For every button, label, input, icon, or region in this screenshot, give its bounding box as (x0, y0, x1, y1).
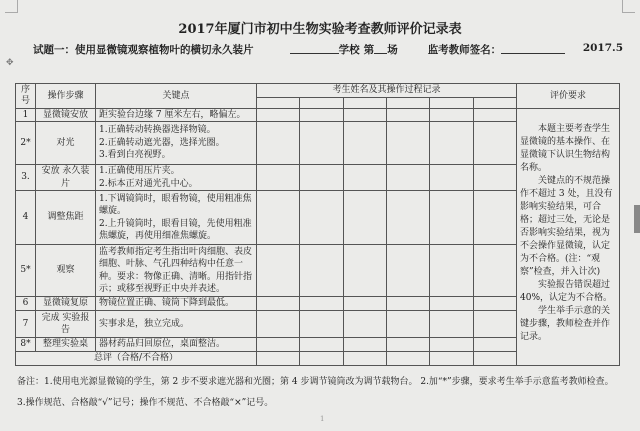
record-cell[interactable] (300, 122, 343, 165)
school-label: 学校 (338, 44, 360, 56)
row-key (96, 311, 257, 338)
row-key (96, 165, 257, 191)
requirement: 实验报告错误超过40%，认定为不合格。 (520, 279, 613, 303)
session-label-end: 场 (387, 44, 398, 56)
table-move-handle-icon[interactable]: ✥ (6, 58, 14, 68)
row-no: 5* (16, 245, 36, 297)
notes (17, 372, 627, 414)
record-cell[interactable] (300, 338, 343, 352)
summary-cell[interactable] (300, 352, 343, 366)
record-cell[interactable] (343, 122, 386, 165)
row-no: 1 (16, 108, 36, 122)
table-row (16, 108, 620, 122)
record-cell[interactable] (430, 191, 473, 245)
row-no: 4 (16, 191, 36, 245)
record-cell[interactable] (343, 338, 386, 352)
record-cell[interactable] (386, 165, 429, 191)
summary-cell[interactable] (430, 352, 473, 366)
crop-mark (5, 0, 18, 13)
record-cell[interactable] (386, 191, 429, 245)
row-key (96, 338, 257, 352)
record-cell[interactable] (343, 165, 386, 191)
record-cell[interactable] (257, 108, 300, 122)
record-cell[interactable] (300, 245, 343, 297)
row-step: 安放 永久装片 (36, 165, 96, 191)
evaluation-table (15, 83, 620, 366)
key-point: 1.正确转动转换器选择物镜。 (99, 125, 216, 136)
summary-label: 总评（合格/不合格） (16, 352, 257, 366)
record-cell[interactable] (257, 245, 300, 297)
record-cell[interactable] (430, 338, 473, 352)
record-cell[interactable] (300, 297, 343, 311)
key-point: 距实验台边缘 7 厘米左右，略偏左。 (99, 109, 246, 120)
row-step: 显微镜复原 (36, 297, 96, 311)
record-cell[interactable] (386, 122, 429, 165)
header-step: 操作步骤 (36, 84, 96, 109)
record-cell[interactable] (473, 338, 516, 352)
record-cell[interactable] (257, 338, 300, 352)
record-cell[interactable] (257, 191, 300, 245)
record-cell[interactable] (430, 108, 473, 122)
record-cell[interactable] (343, 297, 386, 311)
key-point: 实事求是，独立完成。 (99, 318, 190, 329)
key-point: 器材药品归回原位，桌面整洁。 (99, 339, 226, 350)
student-name-cell[interactable] (430, 97, 473, 108)
record-cell[interactable] (386, 311, 429, 338)
record-cell[interactable] (386, 338, 429, 352)
requirement: 本题主要考查学生显微镜的基本操作、在显微镜下认识生物结构名称。 (520, 123, 611, 173)
row-no: 6 (16, 297, 36, 311)
session-label: 第 (363, 44, 375, 56)
topic: 试题一：使用显微镜观察植物叶的横切永久装片 (33, 44, 254, 56)
record-cell[interactable] (473, 311, 516, 338)
record-cell[interactable] (386, 297, 429, 311)
record-cell[interactable] (300, 191, 343, 245)
student-name-cell[interactable] (343, 97, 386, 108)
page-number: 1 (320, 415, 325, 423)
record-cell[interactable] (257, 297, 300, 311)
requirement: 关键点的不规范操作不超过 3 处，且没有影响实验结果，可合格；超过三处，无论是否影响实验结果，视为不会操作显微镜，认定为不合格。(注：“观察”检查，并入计次) (520, 175, 613, 277)
page-title: 2017年厦门市初中生物实验考查教师评价记录表 (178, 22, 462, 37)
record-cell[interactable] (473, 245, 516, 297)
proctor-field[interactable] (501, 42, 565, 54)
side-expand-handle[interactable] (634, 205, 640, 233)
row-step: 调整焦距 (36, 191, 96, 245)
note-line: 3.操作规范、合格敲“√”记号；操作不规范、不合格敲“×”记号。 (17, 398, 274, 408)
row-key (96, 191, 257, 245)
summary-cell[interactable] (473, 352, 516, 366)
row-key (96, 108, 257, 122)
header-requirements: 评价要求 (517, 84, 620, 109)
record-cell[interactable] (430, 245, 473, 297)
summary-cell[interactable] (257, 352, 300, 366)
row-key (96, 245, 257, 297)
student-name-cell[interactable] (473, 97, 516, 108)
header-no: 序号 (16, 84, 36, 109)
header-key: 关键点 (96, 84, 257, 109)
record-cell[interactable] (343, 311, 386, 338)
row-step: 整理实验桌 (36, 338, 96, 352)
row-step: 对光 (36, 122, 96, 165)
record-cell[interactable] (257, 122, 300, 165)
row-no: 8* (16, 338, 36, 352)
row-no: 3. (16, 165, 36, 191)
row-step: 观察 (36, 245, 96, 297)
note-line: 备注：1.使用电光源显微镜的学生，第 2 步不要求遮光器和光圈；第 4 步调节镜筒改为调节载物台。 2.加“*”步骤，要求考生举手示意监考教师检查。 (17, 377, 614, 387)
record-cell[interactable] (473, 165, 516, 191)
row-no: 2* (16, 122, 36, 165)
record-cell[interactable] (473, 297, 516, 311)
requirements-cell (517, 108, 620, 366)
key-point: 监考教师指定考生指出叶肉细胞、表皮细胞、叶脉、气孔四种结构中任意一种。要求：物像正确、清晰。用指针指示；或移至视野正中央并表述。 (99, 246, 253, 294)
record-cell[interactable] (386, 245, 429, 297)
summary-cell[interactable] (386, 352, 429, 366)
key-point: 3.看到白亮视野。 (99, 150, 171, 161)
record-cell[interactable] (473, 122, 516, 165)
student-name-cell[interactable] (257, 97, 300, 108)
header-students: 考生姓名及其操作过程记录 (257, 84, 517, 98)
record-cell[interactable] (300, 311, 343, 338)
record-cell[interactable] (430, 297, 473, 311)
subtitle-line (33, 42, 623, 57)
requirement: 学生举手示意的关键步骤，教师检查并作记录。 (520, 305, 611, 342)
session-field[interactable] (374, 42, 387, 54)
key-point: 2.上升镜筒时，眼看目镜，先使用粗准焦螺旋，再使用细准焦螺旋。 (99, 218, 252, 241)
row-key (96, 122, 257, 165)
row-step: 显微镜安放 (36, 108, 96, 122)
record-cell[interactable] (473, 191, 516, 245)
key-point: 2.标本正对通光孔中心。 (99, 178, 198, 189)
key-point: 物镜位置正确、镜筒下降到最低。 (99, 298, 235, 309)
record-cell[interactable] (300, 165, 343, 191)
record-cell[interactable] (343, 191, 386, 245)
record-cell[interactable] (430, 122, 473, 165)
proctor-label: 监考教师签名： (427, 44, 502, 56)
row-no: 7 (16, 311, 36, 338)
record-cell[interactable] (343, 245, 386, 297)
record-cell[interactable] (300, 108, 343, 122)
record-cell[interactable] (386, 108, 429, 122)
record-cell[interactable] (257, 165, 300, 191)
record-cell[interactable] (473, 108, 516, 122)
summary-cell[interactable] (343, 352, 386, 366)
date: 2017.5 (582, 42, 623, 54)
school-field[interactable] (290, 42, 339, 54)
student-name-cell[interactable] (300, 97, 343, 108)
key-point: 2.正确转动遮光器，选择光圈。 (99, 137, 225, 148)
crop-mark (622, 0, 635, 13)
row-step: 完成 实验报告 (36, 311, 96, 338)
record-cell[interactable] (430, 311, 473, 338)
record-cell[interactable] (257, 311, 300, 338)
key-point: 1.下调镜筒时，眼看物镜，使用粗准焦螺旋。 (99, 193, 252, 216)
record-cell[interactable] (343, 108, 386, 122)
record-cell[interactable] (430, 165, 473, 191)
student-name-cell[interactable] (386, 97, 429, 108)
row-key (96, 297, 257, 311)
key-point: 1.正确使用压片夹。 (99, 166, 180, 176)
